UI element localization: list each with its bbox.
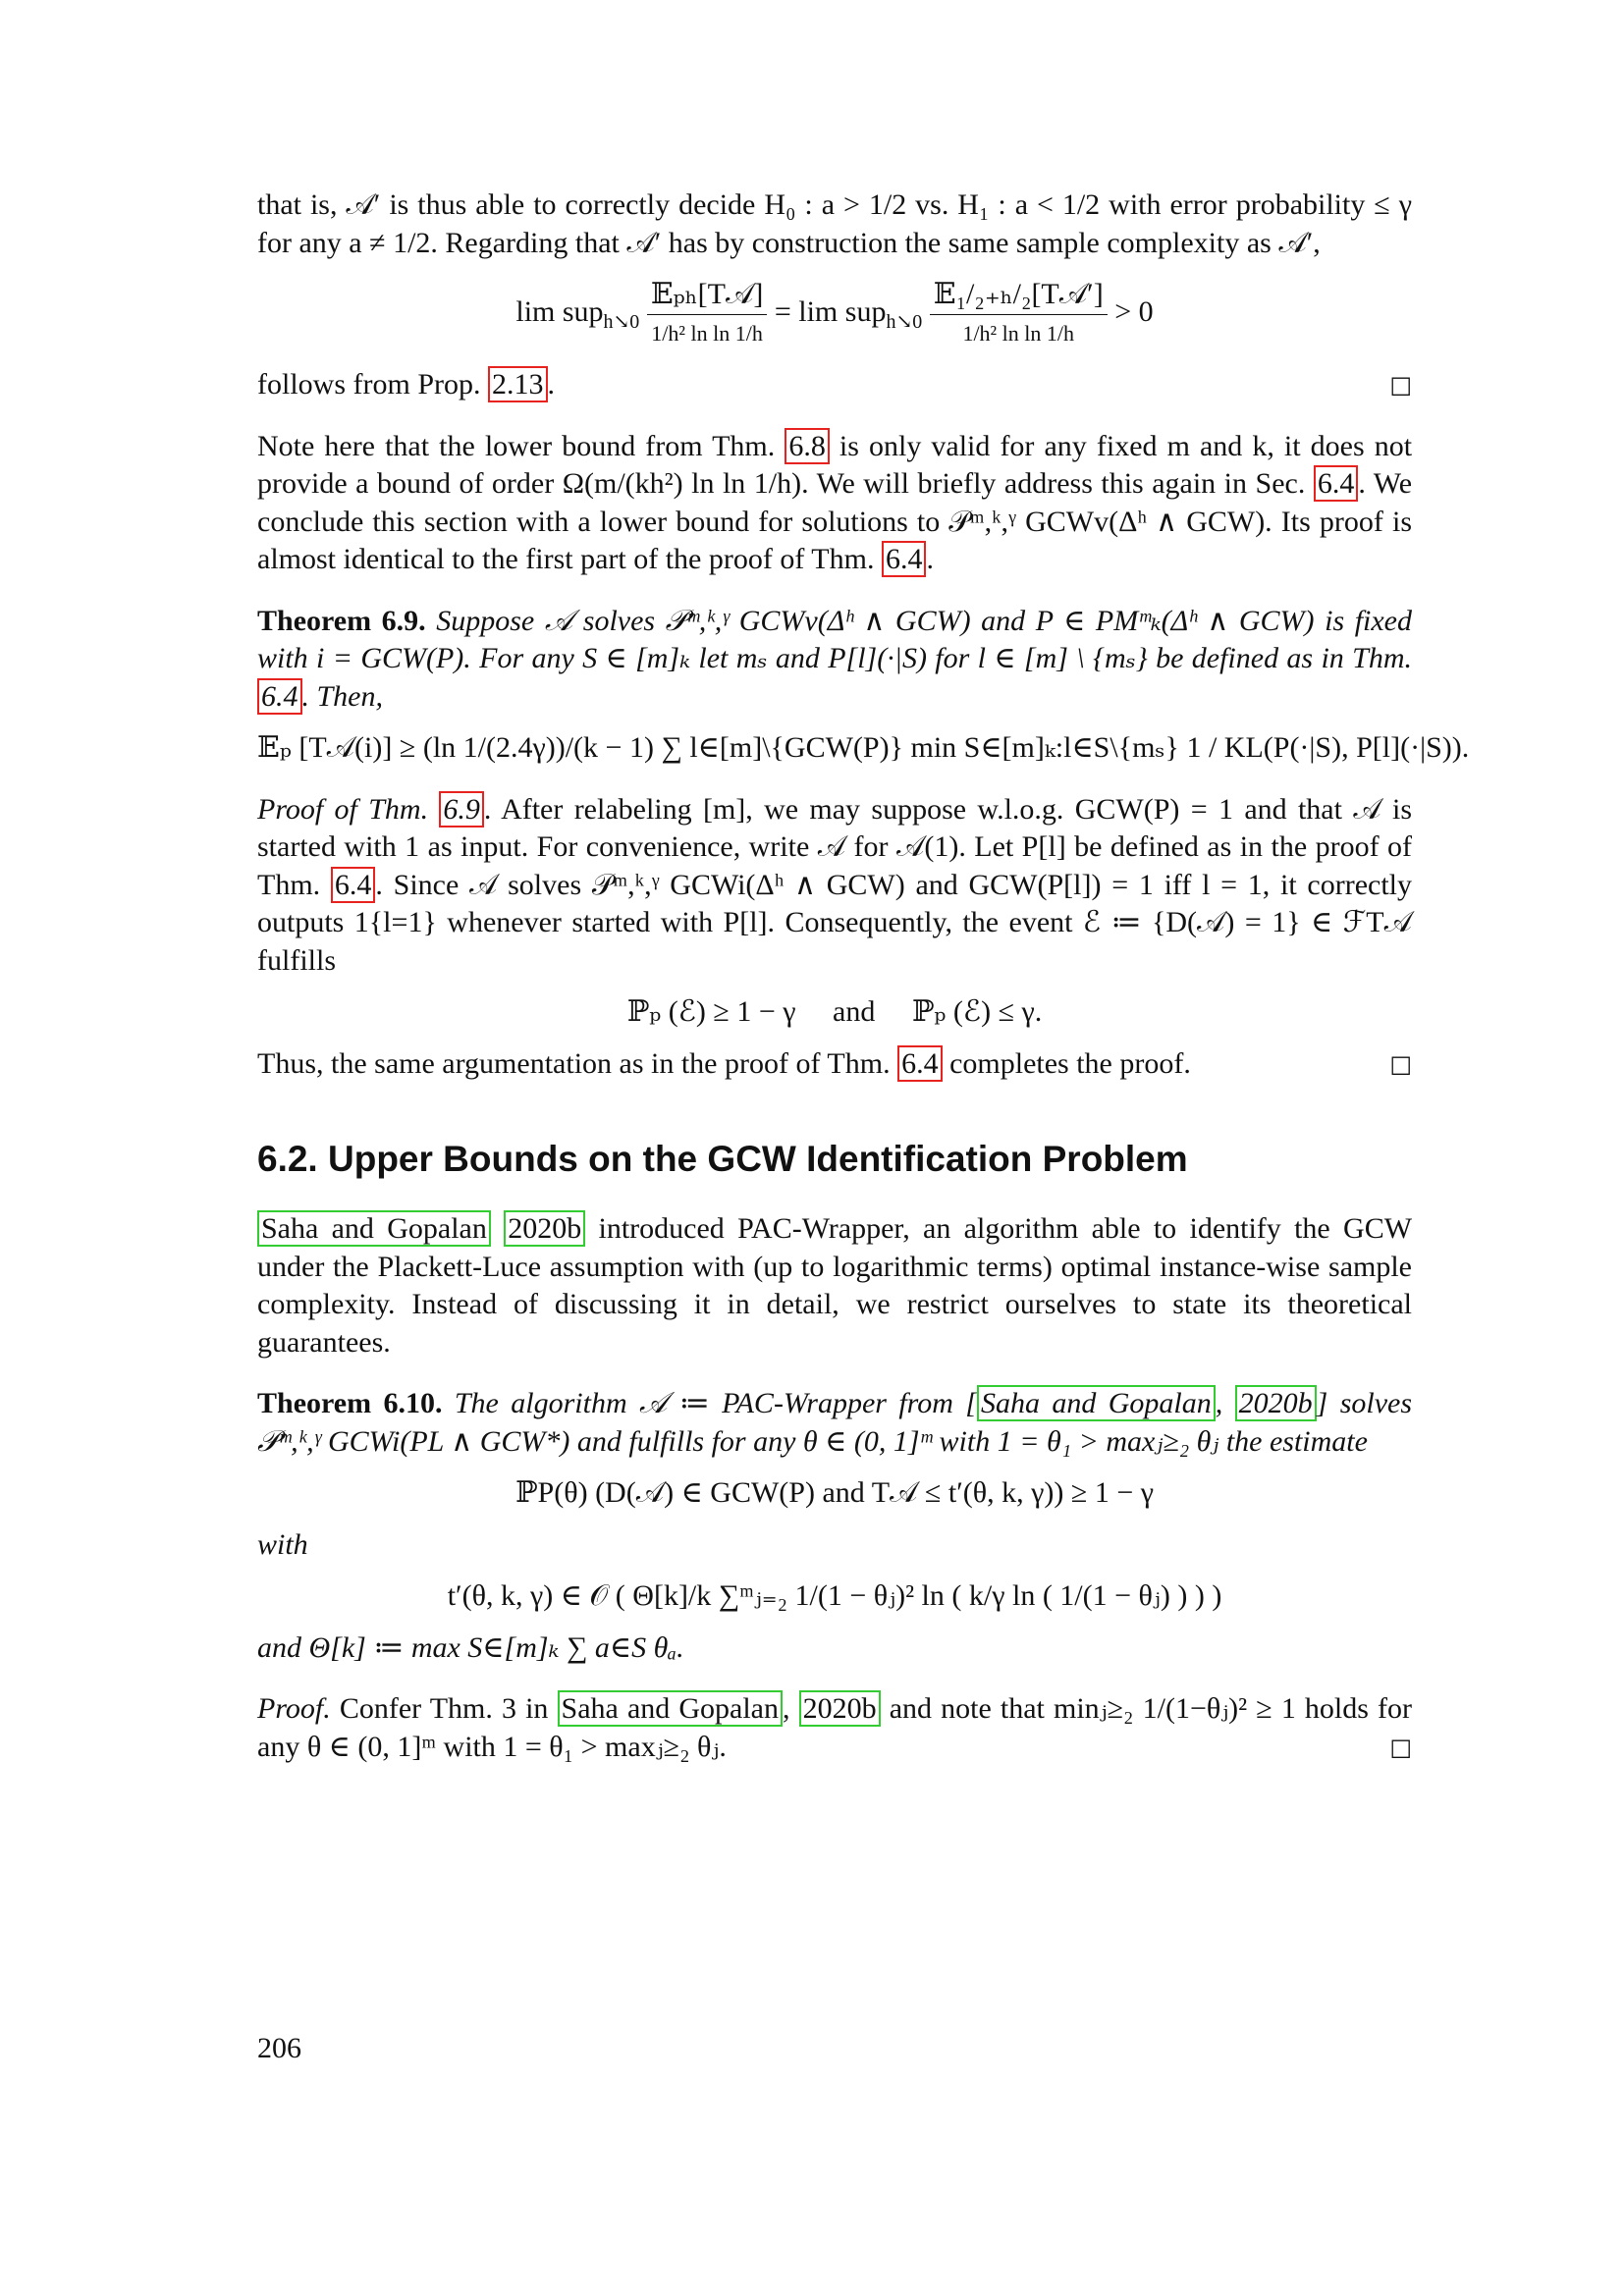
theorem-label: Theorem 6.9. — [257, 604, 426, 637]
qed-symbol: □ — [1389, 1049, 1412, 1078]
theta-definition: and Θ[k] ≔ max S∈[m]ₖ ∑ a∈S θₐ. — [257, 1630, 684, 1664]
citation-saha-gopalan[interactable]: Saha and Gopalan — [257, 1210, 491, 1247]
citation-year[interactable]: 2020b — [1235, 1385, 1317, 1421]
theorem-6-9: Theorem 6.9. Suppose 𝒜 solves 𝒫ᵐ,ᵏ,ᵞ GCWv(Δʰ ∧ GCW) and P ∈ PMᵐₖ(Δʰ ∧ GCW) is fixed with i = GCW(P). For any S ∈ [m]ₖ let mₛ and P[l](·|S) for l ∈ [m] \ {mₛ} be defined as in Thm. 6.4 . Then, — [257, 604, 1412, 713]
proof-6-10: Proof. Confer Thm. 3 in Saha and Gopalan , 2020b and note that minⱼ≥₂ 1/(1−θⱼ)² ≥ 1 holds for any θ ∈ (0, 1]ᵐ with 1 = θ₁ > maxⱼ≥₂ θⱼ. □ — [257, 1690, 1412, 1766]
theorem-6-10: Theorem 6.10. The algorithm 𝒜 ≔ PAC-Wrapper from [ Saha and Gopalan , 2020b ] solves 𝒫ᵐ,ᵏ,ᵞ GCWi(PL ∧ GCW*) and fulfills for any θ ∈ (0, 1]ᵐ with 1 = θ₁ > maxⱼ≥₂ θⱼ the estimate — [257, 1387, 1413, 1458]
paragraph-5: Saha and Gopalan 2020b introduced PAC-Wrapper, an algorithm able to identify the GCW under the Plackett-Luce assumption with (up to logarithmic terms) optimal instance-wise sample complexity. Instead of discussing it in detail, we restrict ourselves to state its theoretical guarantees. — [257, 1212, 1413, 1359]
theorem-label: Theorem 6.10. — [257, 1387, 443, 1419]
equation-sample-complexity: t′(θ, k, γ) ∈ 𝒪 ( Θ[k]/k ∑ᵐⱼ₌₂ 1/(1 − θⱼ)² ln ( k/γ ln ( 1/(1 − θⱼ) ) ) ) — [447, 1579, 1222, 1612]
ref-prop-2-13[interactable]: 2.13 — [488, 366, 548, 402]
section-heading: 6.2. Upper Bounds on the GCW Identification Problem — [257, 1139, 1188, 1179]
ref-thm-6-8[interactable]: 6.8 — [785, 428, 830, 464]
fraction-2: $\frac{\text{𝔼₁/₂₊ₕ/₂[T𝒜′]}}{\text{1/h² ln ln 1/h}}$ — [930, 276, 1108, 352]
with-label: with — [257, 1527, 308, 1561]
page-number: 206 — [257, 2032, 301, 2064]
paragraph-4: Thus, the same argumentation as in the proof of Thm. 6.4 completes the proof. □ — [257, 1045, 1412, 1084]
paragraph-3: Note here that the lower bound from Thm. 6.8 is only valid for any fixed m and k, it does not provide a bound of order Ω(m/(kh²) ln ln 1/h). We will briefly address this again in Sec. 6.4 . We conclude this section with a lower bound for solutions to 𝒫ᵐ,ᵏ,ᵞ GCWv(Δʰ ∧ GCW). Its proof is almost identical to the first part of the proof of Thm. 6.4 . — [257, 429, 1413, 575]
equation-guarantee: ℙP(θ) (D(𝒜) ∈ GCW(P) and T𝒜 ≤ t′(θ, k, γ)) ≥ 1 − γ — [514, 1476, 1155, 1509]
fraction-1: $\frac{\text{𝔼ₚₕ[T𝒜]}}{\text{1/h² ln ln 1/h}}$ — [647, 276, 768, 352]
citation-saha-gopalan[interactable]: Saha and Gopalan — [977, 1385, 1216, 1421]
ref-thm-6-4[interactable]: 6.4 — [257, 678, 302, 715]
equation-limsup: lim sup$_{h↘0}$ $\frac{\text{𝔼ₚₕ[T𝒜]}}{\text{1/h² ln ln 1/h}}$ = lim sup$_{h↘0}$ $\frac{\text{𝔼₁/₂₊ₕ/₂[T𝒜′]}}{\text{1/h² ln ln 1/h}}$ > 0 — [257, 276, 1412, 352]
citation-year[interactable]: 2020b — [799, 1690, 881, 1727]
proof-6-9: Proof of Thm. 6.9 . After relabeling [m], we may suppose w.l.o.g. GCW(P) = 1 and that 𝒜 is started with 1 as input. For convenience, write 𝒜 for 𝒜(1). Let P[l] be defined as in the proof of Thm. 6.4 . Since 𝒜 solves 𝒫ᵐ,ᵏ,ᵞ GCWi(Δʰ ∧ GCW) and GCW(P[l]) = 1 iff l = 1, it correctly outputs 1{l=1} whenever started with P[l]. Consequently, the event ℰ ≔ {D(𝒜) = 1} ∈ ℱT𝒜 fulfills — [257, 792, 1412, 977]
citation-year[interactable]: 2020b — [504, 1210, 585, 1247]
page-body — [257, 187, 1470, 1766]
equation-expectation-bound: 𝔼ₚ [T𝒜(i)] ≥ (ln 1/(2.4γ))/(k − 1) ∑ l∈[m]\{GCW(P)} min S∈[m]ₖ:l∈S\{mₛ} 1 / KL(P(·|S), P[l](·|S)). — [257, 731, 1470, 764]
citation-saha-gopalan[interactable]: Saha and Gopalan — [558, 1690, 783, 1727]
paragraph-1: that is, 𝒜′ is thus able to correctly decide H₀ : a > 1/2 vs. H₁ : a < 1/2 with error probability ≤ γ for any a ≠ 1/2. Regarding that 𝒜′ has by construction the same sample complexity as 𝒜′, — [257, 188, 1412, 259]
ref-sec-6-4[interactable]: 6.4 — [1314, 465, 1359, 502]
ref-thm-6-9[interactable]: 6.9 — [439, 791, 484, 828]
ref-thm-6-4[interactable]: 6.4 — [331, 867, 376, 903]
qed-symbol: □ — [1389, 371, 1412, 399]
ref-thm-6-4[interactable]: 6.4 — [897, 1045, 943, 1082]
ref-thm-6-4[interactable]: 6.4 — [882, 541, 927, 577]
qed-symbol: □ — [1389, 1733, 1412, 1761]
equation-probability: ℙₚ (ℰ) ≥ 1 − γ and ℙₚ (ℰ) ≤ γ. — [626, 995, 1043, 1028]
paragraph-2: follows from Prop. 2.13 . □ — [257, 366, 1412, 404]
